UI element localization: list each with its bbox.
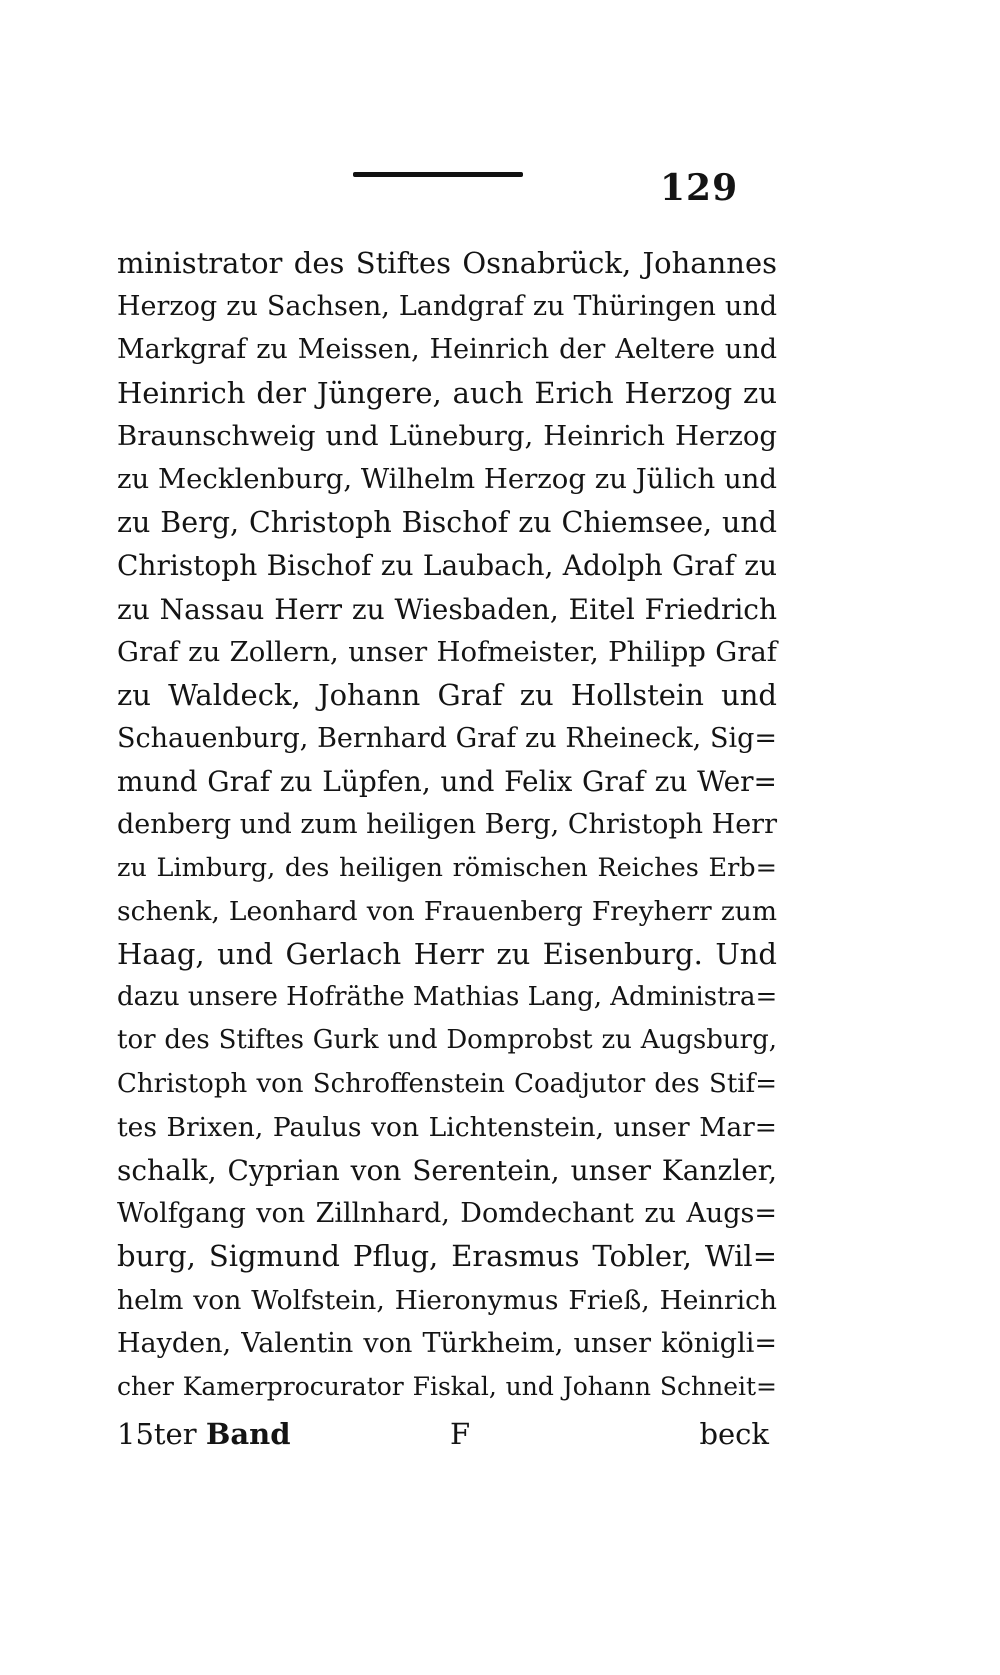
text-line: tes Brixen, Paulus von Lichtenstein, unser Mar= [117,1111,777,1143]
signature-mark: F [450,1417,471,1451]
header-rule [353,172,523,177]
text-line: denberg und zum heiligen Berg, Christoph Herr [117,809,777,841]
text-line: mund Graf zu Lüpfen, und Felix Graf zu Wer= [117,765,777,799]
text-line: Graf zu Zollern, unser Hofmeister, Philipp Graf [117,635,777,668]
text-line: Hayden, Valentin von Türkheim, unser königli= [117,1327,777,1359]
text-line: zu Mecklenburg, Wilhelm Herzog zu Jülich und [117,462,777,495]
text-line: ministrator des Stiftes Osnabrück, Johannes [117,246,777,280]
text-line: Braunschweig und Lüneburg, Heinrich Herzog [117,419,777,452]
text-line: Christoph von Schroffenstein Coadjutor des Stif= [117,1068,777,1099]
catchword: beck [699,1417,769,1451]
text-line: zu Waldeck, Johann Graf zu Hollstein und [117,677,777,712]
page-number: 129 [660,167,739,209]
body-text [117,242,777,1408]
text-line: tor des Stiftes Gurk und Domprobst zu Augsburg, [117,1025,777,1056]
text-line: burg, Sigmund Pflug, Erasmus Tobler, Wil= [117,1239,777,1274]
text-line: Herzog zu Sachsen, Landgraf zu Thüringen und [117,291,777,323]
volume-prefix: 15ter [117,1417,197,1451]
text-line: Haag, und Gerlach Herr zu Eisenburg. Und [117,937,777,971]
text-line: Schauenburg, Bernhard Graf zu Rheineck, Sig= [117,723,777,755]
text-line: zu Nassau Herr zu Wiesbaden, Eitel Friedrich [117,592,777,626]
volume-word: Band [205,1417,291,1451]
text-line: schenk, Leonhard von Frauenberg Freyherr zum [117,895,777,927]
text-line: cher Kamerprocurator Fiskal, und Johann Schneit= [117,1371,777,1401]
text-line: dazu unsere Hofräthe Mathias Lang, Administra= [117,982,778,1013]
text-line: Heinrich der Jüngere, auch Erich Herzog zu [117,375,777,410]
text-line: zu Berg, Christoph Bischof zu Chiemsee, und [117,506,777,540]
volume-signature [117,1412,290,1456]
text-line: schalk, Cyprian von Serentein, unser Kanzler, [117,1153,777,1187]
text-line: Markgraf zu Meissen, Heinrich der Aeltere und [117,334,777,366]
page-footer [117,1412,777,1456]
text-line: zu Limburg, des heiligen römischen Reiches Erb= [117,852,777,883]
text-line: helm von Wolfstein, Hieronymus Frieß, Heinrich [117,1284,777,1316]
text-line: Wolfgang von Zillnhard, Domdechant zu Augs= [117,1198,777,1230]
text-line: Christoph Bischof zu Laubach, Adolph Graf zu [117,549,777,583]
